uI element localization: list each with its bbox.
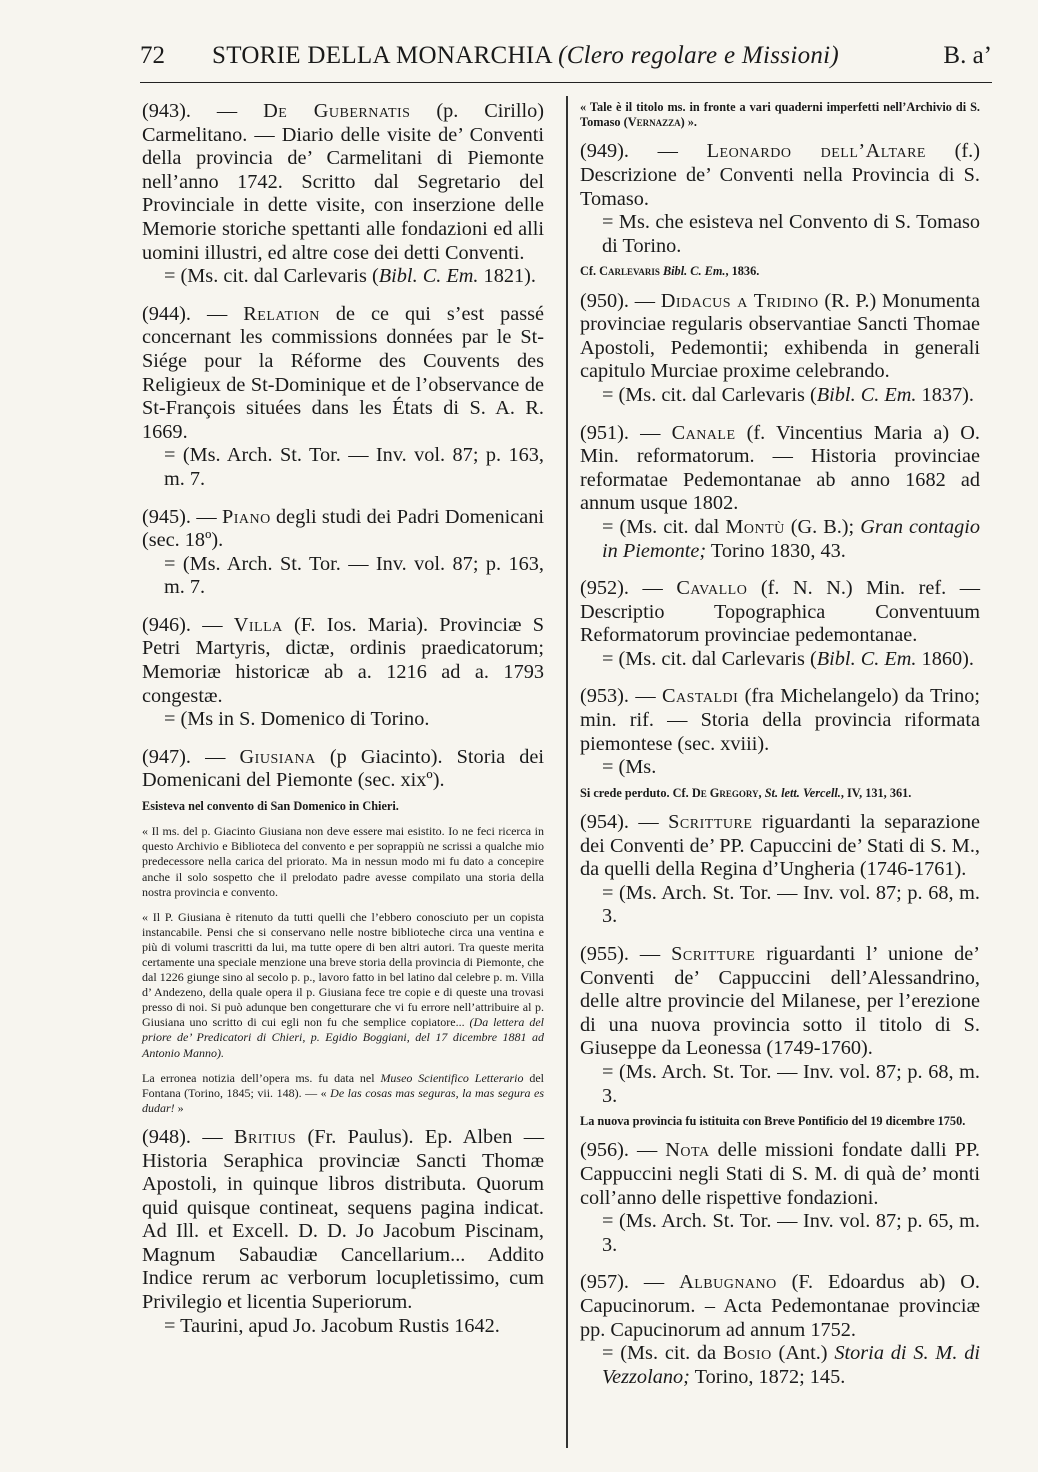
- entry-955: [580, 943, 980, 1108]
- entry-943: [142, 100, 544, 289]
- footnote-text: La erronea notizia dell’opera ms. fu data nel: [142, 1070, 381, 1085]
- loc-text: (G. B.);: [784, 515, 861, 538]
- left-column: [142, 100, 544, 1352]
- note-text: , 1836.: [725, 264, 760, 279]
- entry-location: = (Ms.: [602, 756, 657, 779]
- entry-946: [142, 614, 544, 732]
- entry-947-note: Esisteva nel convento di San Domenico in Chieri.: [142, 799, 399, 814]
- entry-954: [580, 811, 980, 929]
- loc-text: 1837).: [916, 383, 974, 406]
- entry-author: Didacus a Tridino: [660, 289, 819, 312]
- entry-author: Britius: [234, 1125, 297, 1148]
- entry-number: (954). —: [580, 811, 659, 834]
- entry-location: [580, 648, 980, 672]
- entry-author: Castaldi: [662, 685, 739, 708]
- entry-author: Leonardo dell’Altare: [706, 140, 926, 163]
- entry-location: [580, 384, 980, 408]
- loc-ref: Bibl. C. Em.: [816, 647, 917, 670]
- loc-text: = (Ms. cit. da: [602, 1342, 723, 1365]
- entry-location: [142, 265, 544, 289]
- entry-location: = (Ms. Arch. St. Tor. — Inv. vol. 87; p. 65, m. 3.: [602, 1210, 980, 1256]
- running-header: [140, 42, 992, 83]
- top-note: [580, 100, 980, 130]
- entry-body: riguardanti la separazione dei Conventi de’ PP. Capuccini de’ Stati di S. M., da quelli della Regina d’Ungheria (1746-1761).: [580, 811, 980, 881]
- note-text: ) ».: [680, 115, 698, 130]
- entry-location: = (Ms. Arch. St. Tor. — Inv. vol. 87; p. 163, m. 7.: [164, 444, 544, 490]
- entry-body: delle missioni fondate dalli PP. Cappuccini negli Stati di S. M. di quà de’ monti coll’anno delle rispettive fondazioni.: [580, 1139, 980, 1209]
- entry-author: Albugnano: [679, 1271, 777, 1294]
- entry-body: de ce qui s’est passé concernant les commissions données par le St-Siége pour la Réforme des Couvents des Religieux de St-Dominique et de l’observance de St-François situées dans les États di S. A. R. 1669.: [142, 302, 545, 443]
- footnote-quote: De las cosas mas seguras, la mas segura es dudar!: [142, 1085, 545, 1115]
- entry-author: Scritture: [671, 943, 756, 966]
- entry-location: = (Ms. Arch. St. Tor. — Inv. vol. 87; p. 68, m. 3.: [602, 1061, 980, 1107]
- entry-949-note: [580, 264, 980, 279]
- loc-text: Torino 1830, 43.: [706, 539, 846, 562]
- entry-author: Giusiana: [239, 745, 316, 768]
- loc-ref: Gran contagio in Piemonte;: [602, 515, 980, 562]
- loc-text: = (Ms. cit. dal: [602, 515, 726, 538]
- entry-author: Cavallo: [676, 577, 748, 600]
- entry-body: (f.) Descrizione de’ Conventi nella Provincia di S. Tomaso.: [580, 140, 980, 210]
- entry-body: (fra Michelangelo) da Trino; min. rif. — Storia della provincia riformata piemontese (sec. xviii).: [580, 685, 980, 755]
- column-divider: [566, 96, 568, 1448]
- entry-948: [142, 1126, 544, 1338]
- footnote-text: « Il P. Giusiana è ritenuto da tutti quelli che l’ebbero conosciuto per un copista instancabile. Pensi che si conservano nelle nostre biblioteche circa una ventina e più di volumi trascritti da lui, ma tutte opere di ben altri autori. Tra queste merita certamente una speciale menzione una breve storia della provincia di Piemonte, che dal 1226 giunge sino al secolo p. p., lavoro fatto in bel latino dal celebre p. m. Villa d’ Andezeno, della quale opera il p. Giusiana fece tre copie e di queste una trovasi presso di noi. Si può adunque ben congetturare che vi fu errore nell’attribuire al p. Giusiana uno scritto di cui egli non fu che semplice copiatore...: [142, 909, 544, 1030]
- entry-location: = (Ms in S. Domenico di Torino.: [164, 708, 430, 731]
- loc-text: 1860).: [916, 647, 974, 670]
- entry-author: De Gubernatis: [263, 100, 411, 122]
- entry-author: Villa: [233, 613, 283, 636]
- entry-number: (952). —: [580, 577, 663, 600]
- entry-947-footnote-1: « Il ms. del p. Giacinto Giusiana non deve essere mai esistito. Io ne feci ricerca in questo Archivio e Biblioteca del convento e per soprappiù ne scrissi a qualche mio predecessore nella carica del priorato. Ma in nessun modo mi fu dato a concepire anche il solo sospetto che il prelodato padre avesse compilato una storia della nostra provincia e convento.: [142, 824, 544, 899]
- entry-number: (949). —: [580, 140, 678, 163]
- footnote-text: — «: [305, 1085, 331, 1100]
- entry-author: Relation: [243, 302, 320, 325]
- note-ref: St. lett. Vercell.: [764, 785, 841, 800]
- right-column: [580, 100, 980, 1403]
- entry-945: [142, 506, 544, 600]
- entry-number: (948). —: [142, 1125, 223, 1148]
- note-author: De Gregory: [691, 785, 759, 800]
- entry-number: (946). —: [142, 613, 223, 636]
- footnote-text: »: [174, 1100, 184, 1115]
- entry-location: = Ms. che esisteva nel Convento di S. Tomaso di Torino.: [602, 211, 980, 257]
- entry-947-footnote-2: [142, 910, 544, 1061]
- entry-body: (Fr. Paulus). Ep. Alben — Historia Seraphica provinciæ Sancti Thomæ Apostoli, in quinque libros distributa. Quorum quid quisque contineat, sequens pagina indicat. Ad Ill. et Excell. D. D. Jo Jacobum Piscinam, Magnum Sabaudiæ Cancellarium... Addito Indice rerum ac verborum locupletissimo, cum Privilegio et licentia Superiorum.: [142, 1125, 544, 1314]
- entry-location: = (Ms. Arch. St. Tor. — Inv. vol. 87; p. 68, m. 3.: [602, 881, 980, 928]
- entry-number: (943). —: [142, 100, 238, 122]
- entry-location: = (Ms. Arch. St. Tor. — Inv. vol. 87; p. 163, m. 7.: [164, 552, 544, 599]
- loc-text: Torino, 1872; 145.: [689, 1365, 846, 1388]
- entry-body: degli studi dei Padri Domenicani (sec. 18º).: [142, 505, 545, 552]
- entry-947: [142, 746, 544, 793]
- entry-body: (R. P.) Monumenta provinciae regularis observantiae Sancti Thomae Apostoli, Pedemontii; exhibenda in generali capitulo Murciae proxime celebrando.: [580, 289, 980, 383]
- entry-body: (f. Vincentius Maria a) O. Min. reformatorum. — Historia provinciae reformatae Pedemontanae ab anno 1682 ad annum usque 1802.: [580, 421, 980, 515]
- entry-body: (f. N. N.) Min. ref. — Descriptio Topographica Conventuum Reformatorum provinciae pedemontanae.: [580, 577, 980, 647]
- entry-951: [580, 422, 980, 564]
- loc-ref: Bibl. C. Em.: [378, 265, 479, 288]
- note-ref: Bibl. C. Em.: [662, 264, 726, 279]
- entry-number: (953). —: [580, 685, 656, 708]
- note-text: , IV, 131, 361.: [840, 785, 912, 800]
- entry-949: [580, 140, 980, 258]
- entry-944: [142, 303, 544, 492]
- page-number: 72: [140, 42, 165, 69]
- entry-author: Scritture: [668, 811, 753, 834]
- entry-953: [580, 685, 980, 779]
- loc-text: = (Ms. cit. dal Carlevaris (: [602, 383, 817, 406]
- loc-ref: Bibl. C. Em.: [816, 383, 917, 406]
- loc-text: (Ant.): [771, 1342, 835, 1365]
- section-mark: B. a’: [943, 42, 992, 69]
- entry-953-note: Si crede perduto. Cf. De Gregory, St. lett. Vercell., IV, 131, 361.: [580, 785, 912, 800]
- loc-text: = (Ms. cit. dal Carlevaris (: [164, 265, 379, 288]
- entry-location: [580, 516, 980, 563]
- footnote-text: del Fontana (Torino, 1845; vii. 148).: [142, 1070, 544, 1100]
- title-subtitle: (Clero regolare e Missioni): [558, 42, 840, 69]
- entry-number: (945). —: [142, 505, 217, 528]
- entry-956: [580, 1139, 980, 1257]
- note-author: Carlevaris: [599, 264, 660, 279]
- note-text: Cf.: [580, 264, 600, 279]
- loc-text: = (Ms. cit. dal Carlevaris (: [602, 647, 817, 670]
- entry-955-note: La nuova provincia fu istituita con Breve Pontificio del 19 dicembre 1750.: [580, 1114, 966, 1129]
- entry-number: (957). —: [580, 1271, 665, 1294]
- note-text: « Tale è il titolo ms. in fronte a vari quaderni imperfetti nell’Archivio di S. Tomaso (: [580, 100, 980, 130]
- entry-number: (950). —: [580, 289, 656, 312]
- title-text: STORIE DELLA MONARCHIA: [212, 42, 552, 69]
- entry-number: (947). —: [142, 745, 226, 768]
- entry-body: riguardanti l’ unione de’ Conventi de’ Cappuccini dell’Alessandrino, delle altre provincie del Milanese, per l’erezione di una nuova provincia sotto il titolo di S. Giuseppe da Leonessa (1749-1760).: [580, 943, 980, 1060]
- entry-author: Nota: [665, 1139, 710, 1162]
- loc-ref: Storia di S. M. di Vezzolano;: [602, 1342, 981, 1388]
- running-title: [212, 42, 839, 70]
- entry-number: (956). —: [580, 1139, 658, 1162]
- footnote-ref: Museo Scientifico Letterario: [380, 1070, 524, 1085]
- entry-body: (F. Ios. Maria). Provinciæ S Petri Martyris, dictæ, ordinis praedicatorum; Memoriæ historicæ ab a. 1216 ad a. 1793 congestæ.: [142, 613, 544, 707]
- entry-947-footnote-3: [142, 1071, 544, 1116]
- entry-body: (p Giacinto). Storia dei Domenicani del Piemonte (sec. xixº).: [142, 745, 544, 792]
- note-author: Vernazza: [627, 115, 681, 130]
- entry-952: [580, 577, 980, 671]
- loc-author: Montù: [725, 515, 785, 538]
- entry-957: [580, 1271, 980, 1389]
- note-text: Si crede perduto. Cf.: [580, 785, 692, 800]
- entry-950: [580, 290, 980, 408]
- entry-number: (955). —: [580, 943, 661, 966]
- loc-author: Bosio: [723, 1342, 772, 1365]
- loc-text: 1821).: [478, 265, 536, 288]
- entry-location: = Taurini, apud Jo. Jacobum Rustis 1642.: [164, 1314, 500, 1337]
- entry-body: (p. Cirillo) Carmelitano. — Diario delle visite de’ Conventi della provincia de’ Carmelitani di Piemonte nell’anno 1742. Scritto dal Segretario del Provinciale in dette visite, con inserzione delle Memorie storiche spettanti alle fondazioni ed alli uomini illustri, ed altre cose dei detti Conventi.: [142, 100, 544, 264]
- entry-location: [580, 1342, 980, 1389]
- footnote-ref: (Da lettera del priore de’ Predicatori di Chieri, p. Egidio Boggiani, del 17 dicembre 1881 ad Antonio Manno).: [142, 1015, 544, 1060]
- entry-author: Piano: [221, 505, 271, 528]
- entry-number: (944). —: [142, 302, 228, 325]
- entry-body: (F. Edoardus ab) O. Capucinorum. – Acta Pedemontanae provinciæ pp. Capucinorum ad annum 1752.: [580, 1271, 980, 1341]
- entry-number: (951). —: [580, 421, 661, 444]
- entry-author: Canale: [671, 421, 736, 444]
